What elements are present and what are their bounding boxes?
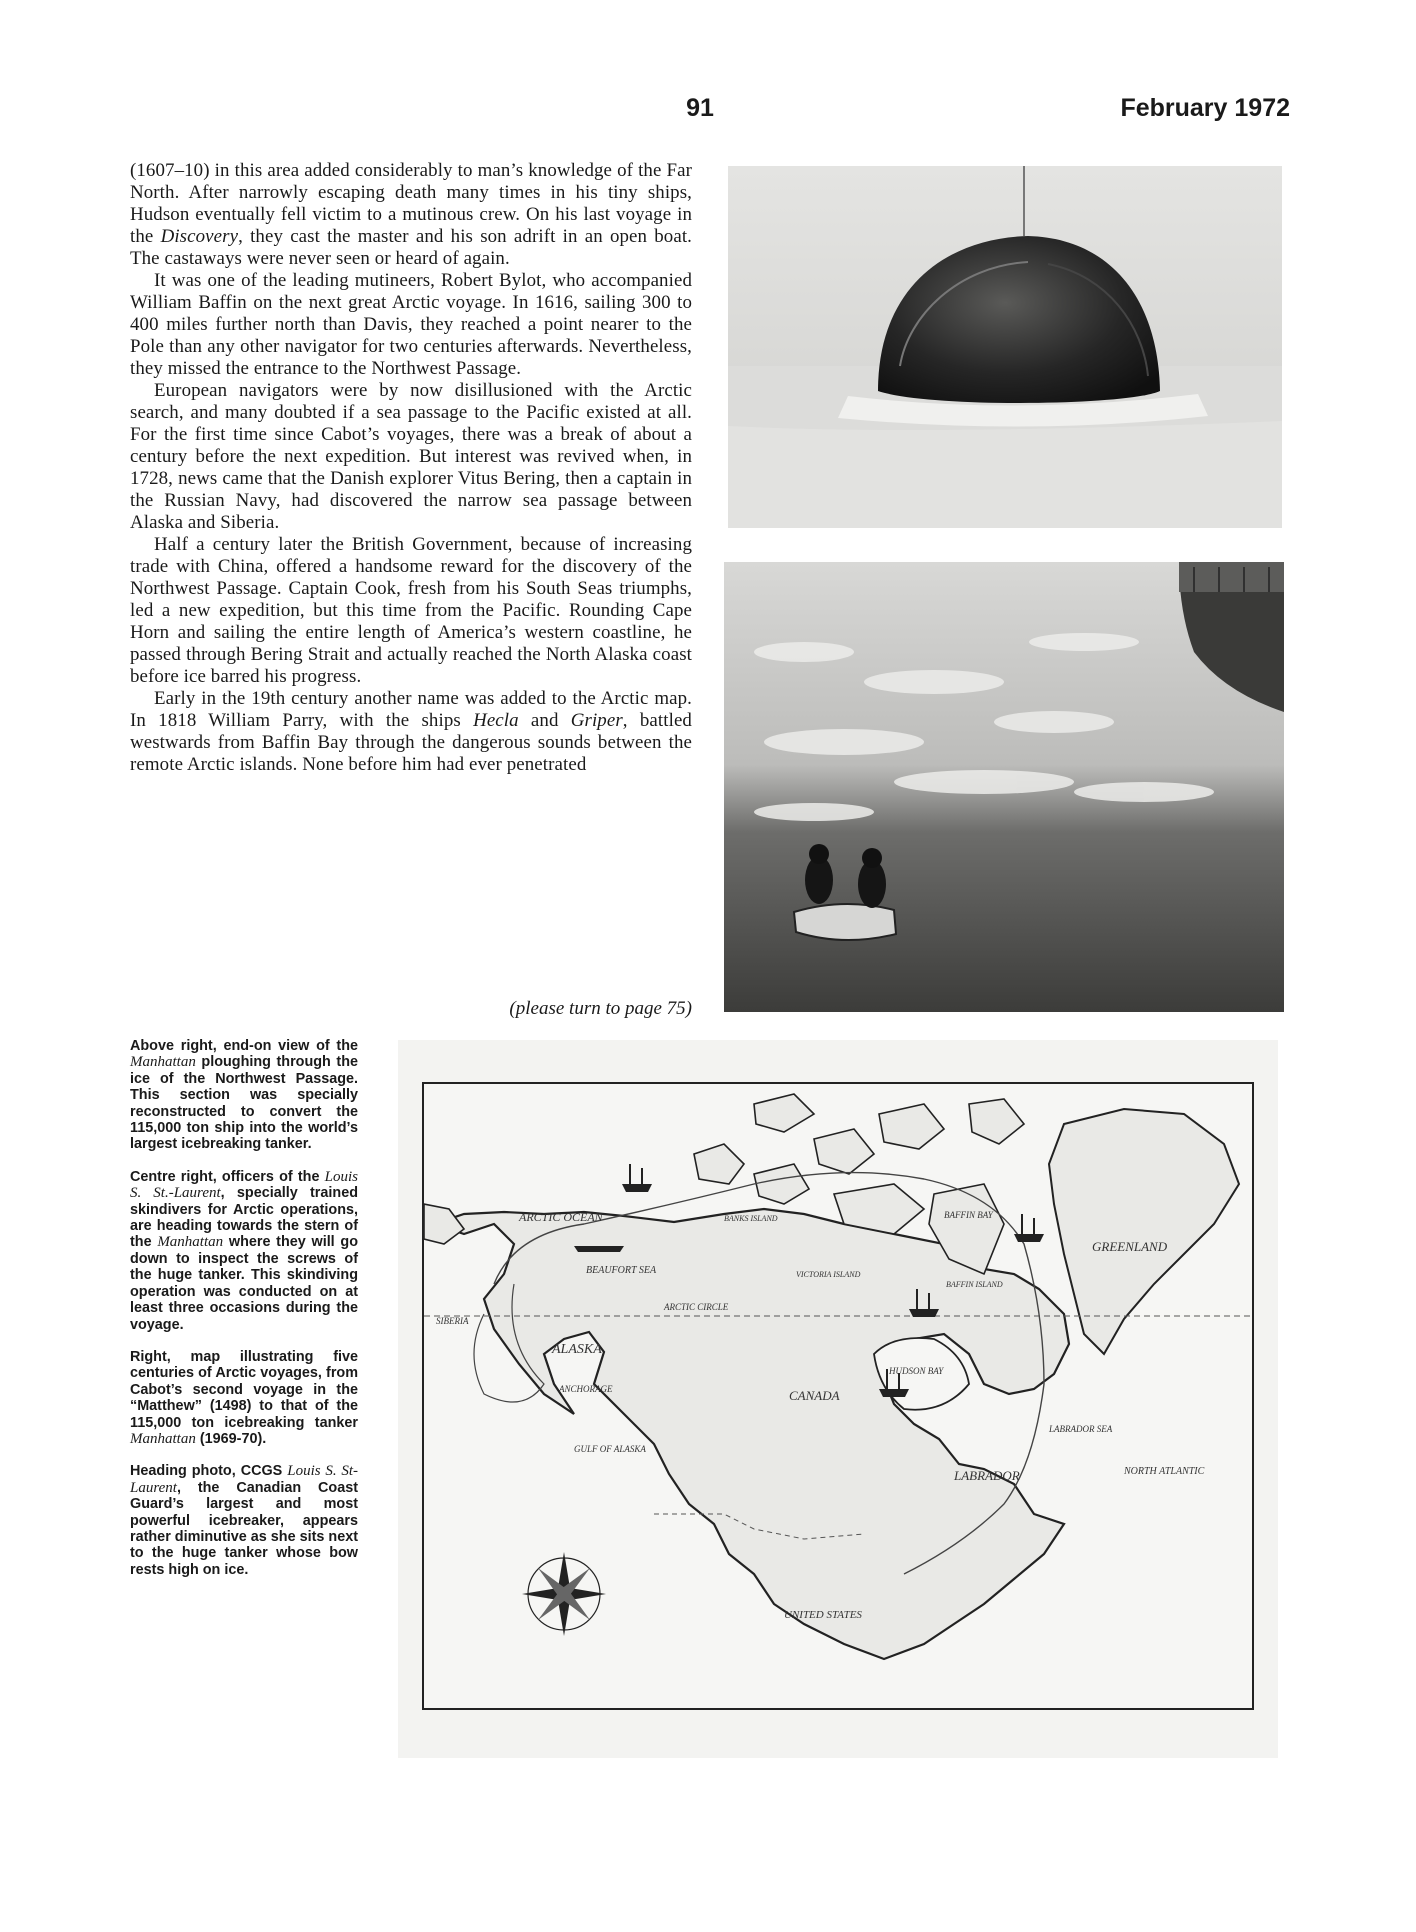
caption-map: Right, map illustrating five centuries of Arctic voyages, from Cabot’s second voyage in the “Matthew” (1498) to that of the 115,000 ton icebreaking tanker Manhattan (1969-70).: [130, 1348, 358, 1447]
paragraph-1: (1607–10) in this area added considerably to man’s knowledge of the Far North. After narrowly escaping death many times in his tiny ships, Hudson eventually fell victim to a mutinous crew. On his last voyage in the Discovery, they cast the master and his son adrift in an open boat. The castaways were never seen or heard of again.: [130, 160, 692, 269]
tanker-bow-photo: [728, 166, 1282, 528]
skindivers-photo: [724, 562, 1284, 1012]
map-label-alaska: ALASKA: [552, 1342, 602, 1357]
map-label-baffin-island: BAFFIN ISLAND: [946, 1280, 1003, 1289]
page-number: 91: [686, 94, 714, 122]
map-label-labrador-sea: LABRADOR SEA: [1049, 1424, 1113, 1434]
continuation-note: (please turn to page 75): [509, 998, 692, 1019]
caption-heading-photo: Heading photo, CCGS Louis S. St-Laurent, the Canadian Coast Guard’s largest and most powerful icebreaker, appears rather diminutive as she sits next to the huge tanker whose bow rests high on ice.: [130, 1463, 359, 1578]
issue-date: February 1972: [1120, 94, 1290, 122]
map-label-banks-island: BANKS ISLAND: [724, 1214, 778, 1223]
article-body: [130, 160, 692, 776]
map-label-labrador: LABRADOR: [954, 1468, 1020, 1483]
map-label-greenland: GREENLAND: [1092, 1239, 1168, 1254]
map-label-baffin-bay: BAFFIN BAY: [944, 1210, 993, 1220]
map-frame: [422, 1082, 1254, 1710]
map-label-victoria-island: VICTORIA ISLAND: [796, 1270, 861, 1279]
map-label-siberia: SIBERIA: [436, 1316, 469, 1326]
map-label-arctic-ocean: ARCTIC OCEAN: [519, 1210, 603, 1224]
paragraph-2: It was one of the leading mutineers, Robert Bylot, who accompanied William Baffin on the next great Arctic voyage. In 1616, sailing 300 to 400 miles further north than Davis, they reached a point nearer to the Pole than any other navigator for two centuries afterwards. Nevertheless, they missed the entrance to the Northwest Passage.: [130, 270, 692, 379]
map-label-united-states: UNITED STATES: [784, 1609, 862, 1621]
photo-captions: [130, 1038, 358, 1594]
paragraph-4: Half a century later the British Government, because of increasing trade with China, offered a handsome reward for the discovery of the Northwest Passage. Captain Cook, fresh from his South Seas triumphs, led a new expedition, but this time from the Pacific. Rounding Cape Horn and sailing the entire length of America’s western coastline, he passed through Bering Strait and actually reached the North Alaska coast before ice barred his progress.: [130, 534, 692, 687]
map-label-beaufort-sea: BEAUFORT SEA: [586, 1265, 657, 1276]
paragraph-3: European navigators were by now disillusioned with the Arctic search, and many doubted if a sea passage to the Pacific existed at all. For the first time since Cabot’s voyages, there was a break of about a century before the next expedition. But interest was revived when, in 1728, news came that the Danish explorer Vitus Bering, then a captain in the Russian Navy, had discovered the narrow sea passage between Alaska and Siberia.: [130, 380, 692, 533]
paragraph-5: Early in the 19th century another name was added to the Arctic map. In 1818 William Parry, with the ships Hecla and Griper, battled westwards from Baffin Bay through the dangerous sounds between the remote Arctic islands. None before him had ever penetrated: [130, 688, 692, 775]
map-label-arctic-circle: ARCTIC CIRCLE: [664, 1302, 729, 1312]
map-label-hudson-bay: HUDSON BAY: [889, 1366, 944, 1376]
arctic-voyages-map: [398, 1040, 1278, 1758]
caption-bow-photo: Above right, end-on view of the Manhattan ploughing through the ice of the Northwest Passage. This section was specially reconstructed to convert the 115,000 ton ship into the world’s largest icebreaking tanker.: [130, 1038, 358, 1153]
map-label-canada: CANADA: [789, 1388, 840, 1403]
map-label-north-atlantic: NORTH ATLANTIC: [1124, 1466, 1205, 1477]
caption-skindivers: Centre right, officers of the Louis S. St.-Laurent, specially trained skindivers for Arctic operations, are heading towards the stern of the Manhattan where they will go down to inspect the screws of the huge tanker. This skindiving operation was conducted on at least three occasions during the voyage.: [130, 1168, 358, 1333]
map-label-anchorage: ANCHORAGE: [559, 1384, 613, 1394]
map-label-gulf-of-alaska: GULF OF ALASKA: [574, 1444, 646, 1454]
